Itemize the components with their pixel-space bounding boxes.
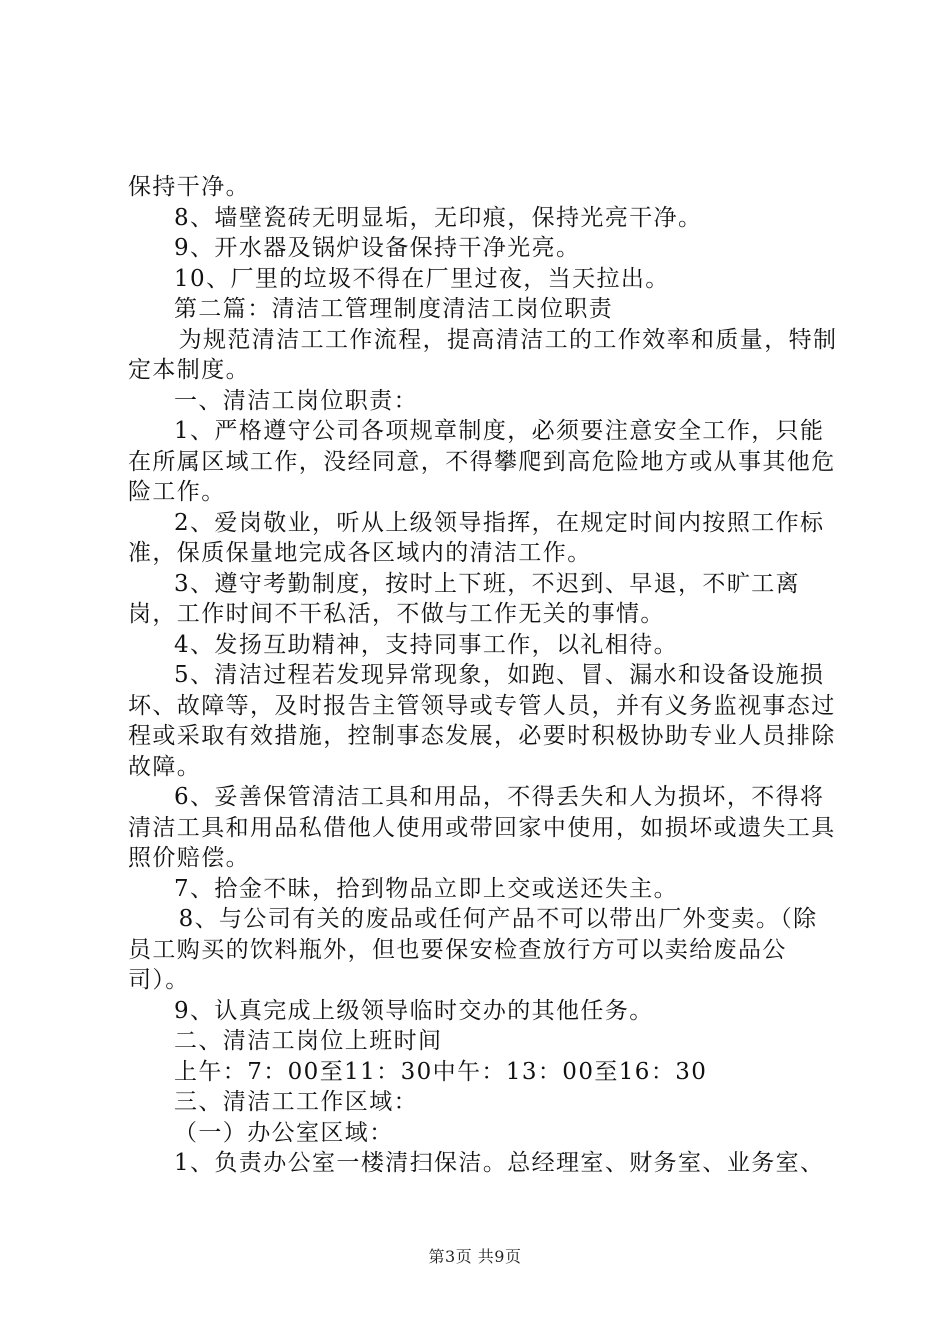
section-heading-duties: 一、清洁工岗位职责：: [174, 387, 418, 414]
paragraph-item-10: 10、厂里的垃圾不得在厂里过夜，当天拉出。: [174, 265, 670, 292]
duty-item-2: 2、爱岗敬业，听从上级领导指挥，在规定时间内按照工作标准，保质保量地完成各区域内的清洁工作。: [128, 509, 825, 566]
section-heading-hours: 二、清洁工岗位上班时间: [174, 1028, 443, 1054]
duty-item-5: 5、清洁过程若发现异常现象，如跑、冒、漏水和设备设施损坏、故障等，及时报告主管领导或专管人员，并有义务监视事态过程或采取有效措施，控制事态发展，必要时积极协助专业人员排除故障。: [128, 662, 836, 780]
duty-item-6: 6、妥善保管清洁工具和用品，不得丢失和人为损坏，不得将清洁工具和用品私借他人使用或带回家中使用，如损坏或遗失工具照价赔偿。: [128, 784, 836, 871]
office-item-1: 1、负责办公室一楼清扫保洁。总经理室、财务室、业务室、: [174, 1150, 825, 1176]
paragraph-item-8: 8、墙壁瓷砖无明显垢，无印痕，保持光亮干净。: [174, 204, 703, 231]
paragraph-intro: 为规范清洁工工作流程，提高清洁工的工作效率和质量，特制定本制度。: [128, 326, 838, 383]
subsection-office-area: （一）办公室区域：: [174, 1119, 394, 1146]
paragraph-item-9: 9、开水器及锅炉设备保持干净光亮。: [174, 235, 581, 261]
duty-item-4: 4、发扬互助精神，支持同事工作，以礼相待。: [174, 631, 679, 658]
duty-item-1: 1、严格遵守公司各项规章制度，必须要注意安全工作，只能在所属区域工作，没经同意，不得攀爬到高危险地方或从事其他危险工作。: [128, 418, 836, 505]
document-body: [128, 172, 840, 1179]
duty-item-7: 7、拾金不昧，拾到物品立即上交或送还失主。: [174, 875, 679, 902]
duty-item-9: 9、认真完成上级领导临时交办的其他任务。: [174, 997, 654, 1024]
paragraph-continuation: 保持干净。: [128, 174, 250, 200]
duty-item-3: 3、遵守考勤制度，按时上下班，不迟到、早退，不旷工离岗，工作时间不干私活，不做与工作无关的事情。: [128, 570, 801, 627]
duty-item-8: 8、与公司有关的废品或任何产品不可以带出厂外变卖。（除员工购买的饮料瓶外，但也要保安检查放行方可以卖给废品公司）。: [128, 906, 818, 993]
section-heading-areas: 三、清洁工工作区域：: [174, 1089, 418, 1115]
page-footer: 第3页 共9页: [428, 1247, 522, 1266]
section-heading-part-2: 第二篇：清洁工管理制度清洁工岗位职责: [174, 296, 614, 322]
work-hours: 上午：7：00至11：30中午：13：00至16：30: [174, 1058, 708, 1085]
